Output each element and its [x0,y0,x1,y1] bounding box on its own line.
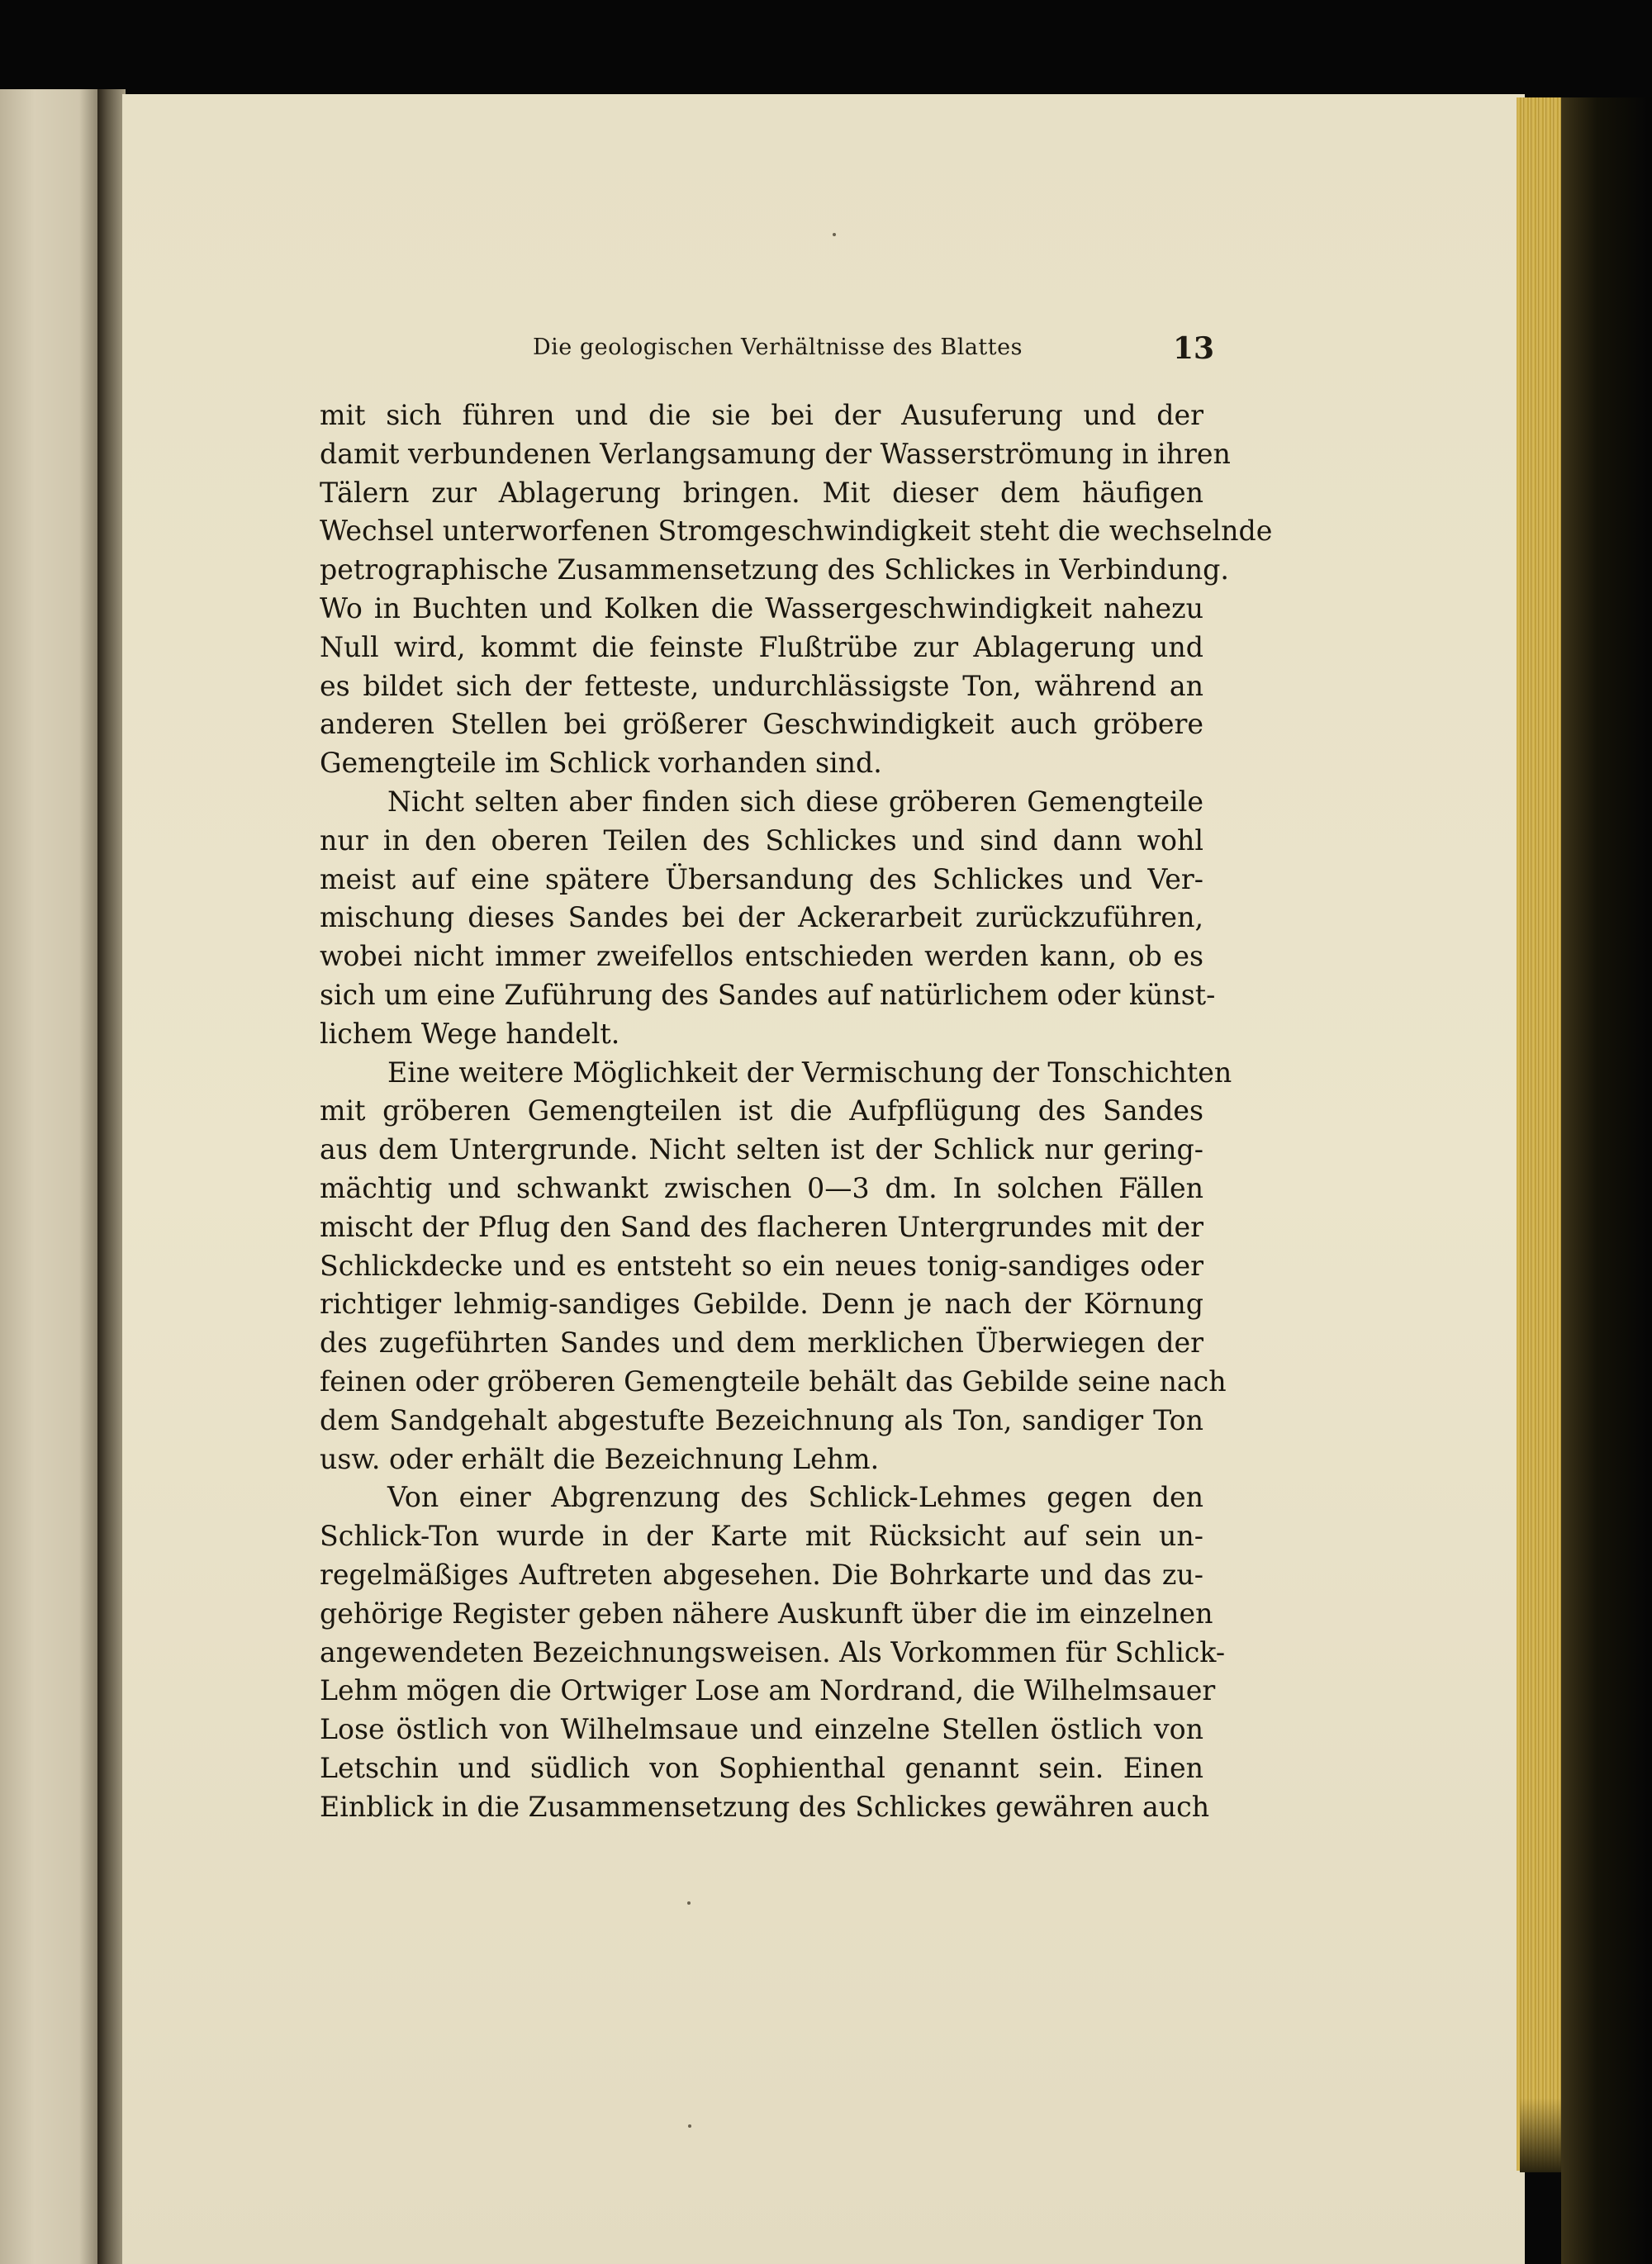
text-line: des zugeführten Sandes und dem merklichen Überwiegen der [320,1327,1203,1360]
text-line: Von einer Abgrenzung des Schlick-Lehmes gegen den [387,1481,1203,1514]
text-line: dem Sandgehalt abgestufte Bezeichnung als Ton, sandiger Ton [320,1403,1203,1436]
text-line: mit gröberen Gemengteilen ist die Aufpflügung des Sandes [320,1094,1203,1127]
text-line: mischt der Pflug den Sand des flacheren Untergrundes mit der [320,1210,1203,1243]
text-line: es bildet sich der fetteste, undurchlässigste Ton, während an [320,669,1203,702]
text-line: Schlick-Ton wurde in der Karte mit Rücksicht auf sein un- [320,1520,1203,1553]
text-line: Einblick in die Zusammensetzung des Schlickes gewähren auch [320,1790,1210,1823]
scan-background-right [1561,97,1652,2264]
text-line: gehörige Register geben nähere Auskunft über die im einzelnen [320,1597,1213,1630]
text-line: Gemengteile im Schlick vorhanden sind. [320,747,882,780]
text-line: richtiger lehmig-sandiges Gebilde. Denn je nach der Körnung [320,1288,1203,1321]
book-gutter [97,89,126,2264]
text-line: Null wird, kommt die feinste Flußtrübe zur Ablagerung und [320,630,1203,663]
text-line: Lose östlich von Wilhelmsaue und einzelne Stellen östlich von [320,1713,1203,1746]
text-line: sich um eine Zuführung des Sandes auf natürlichem oder künst- [320,978,1216,1011]
body-text [320,396,1273,1826]
text-line: Eine weitere Möglichkeit der Vermischung der Tonschichten [387,1056,1232,1089]
text-line: Wechsel unterworfenen Stromgeschwindigkeit steht die wechselnde [320,515,1273,548]
page-number: 13 [1173,331,1215,366]
text-line: petrographische Zusammensetzung des Schlickes in Verbindung. [320,553,1229,586]
scan-background-top [0,0,1652,97]
text-line: damit verbundenen Verlangsamung der Wasserströmung in ihren [320,437,1231,470]
paper-speck [833,233,836,236]
text-line: Tälern zur Ablagerung bringen. Mit dieser dem häufigen [320,476,1203,509]
paper-speck [688,2124,691,2128]
text-line: feinen oder gröberen Gemengteile behält das Gebilde seine nach [320,1365,1227,1398]
text-line: lichem Wege handelt. [320,1017,620,1050]
text-line: Wo in Buchten und Kolken die Wassergeschwindigkeit nahezu [320,591,1203,624]
text-line: mächtig und schwankt zwischen 0—3 dm. In solchen Fällen [320,1171,1203,1204]
text-line: usw. oder erhält die Bezeichnung Lehm. [320,1442,880,1475]
text-line: Nicht selten aber finden sich diese gröberen Gemengteile [387,785,1203,818]
text-line: mit sich führen und die sie bei der Ausuferung und der [320,399,1203,431]
page-header [0,331,1215,376]
text-line: regelmäßiges Auftreten abgesehen. Die Bohrkarte und das zu- [320,1558,1203,1591]
text-line: Letschin und südlich von Sophienthal genannt sein. Einen [320,1751,1203,1784]
text-line: anderen Stellen bei größerer Geschwindigkeit auch gröbere [320,708,1203,741]
text-line: angewendeten Bezeichnungsweisen. Als Vorkommen für Schlick- [320,1635,1226,1668]
text-line: nur in den oberen Teilen des Schlickes und sind dann wohl [320,823,1203,857]
text-line: meist auf eine spätere Übersandung des Schlickes und Ver- [320,862,1203,895]
left-page-edge [0,89,99,2264]
text-line: aus dem Untergrunde. Nicht selten ist der Schlick nur gering- [320,1133,1203,1166]
gilt-page-edges [1517,97,1566,2171]
text-line: mischung dieses Sandes bei der Ackerarbeit zurückzuführen, [320,901,1203,934]
text-line: wobei nicht immer zweifellos entschieden werden kann, ob es [320,940,1203,973]
text-line: Lehm mögen die Ortwiger Lose am Nordrand, die Wilhelmsauer [320,1674,1216,1707]
text-line: Schlickdecke und es entsteht so ein neues tonig-sandiges oder [320,1249,1203,1282]
paper-speck [687,1901,691,1905]
running-head: Die geologischen Verhältnisse des Blattes [533,335,1023,360]
